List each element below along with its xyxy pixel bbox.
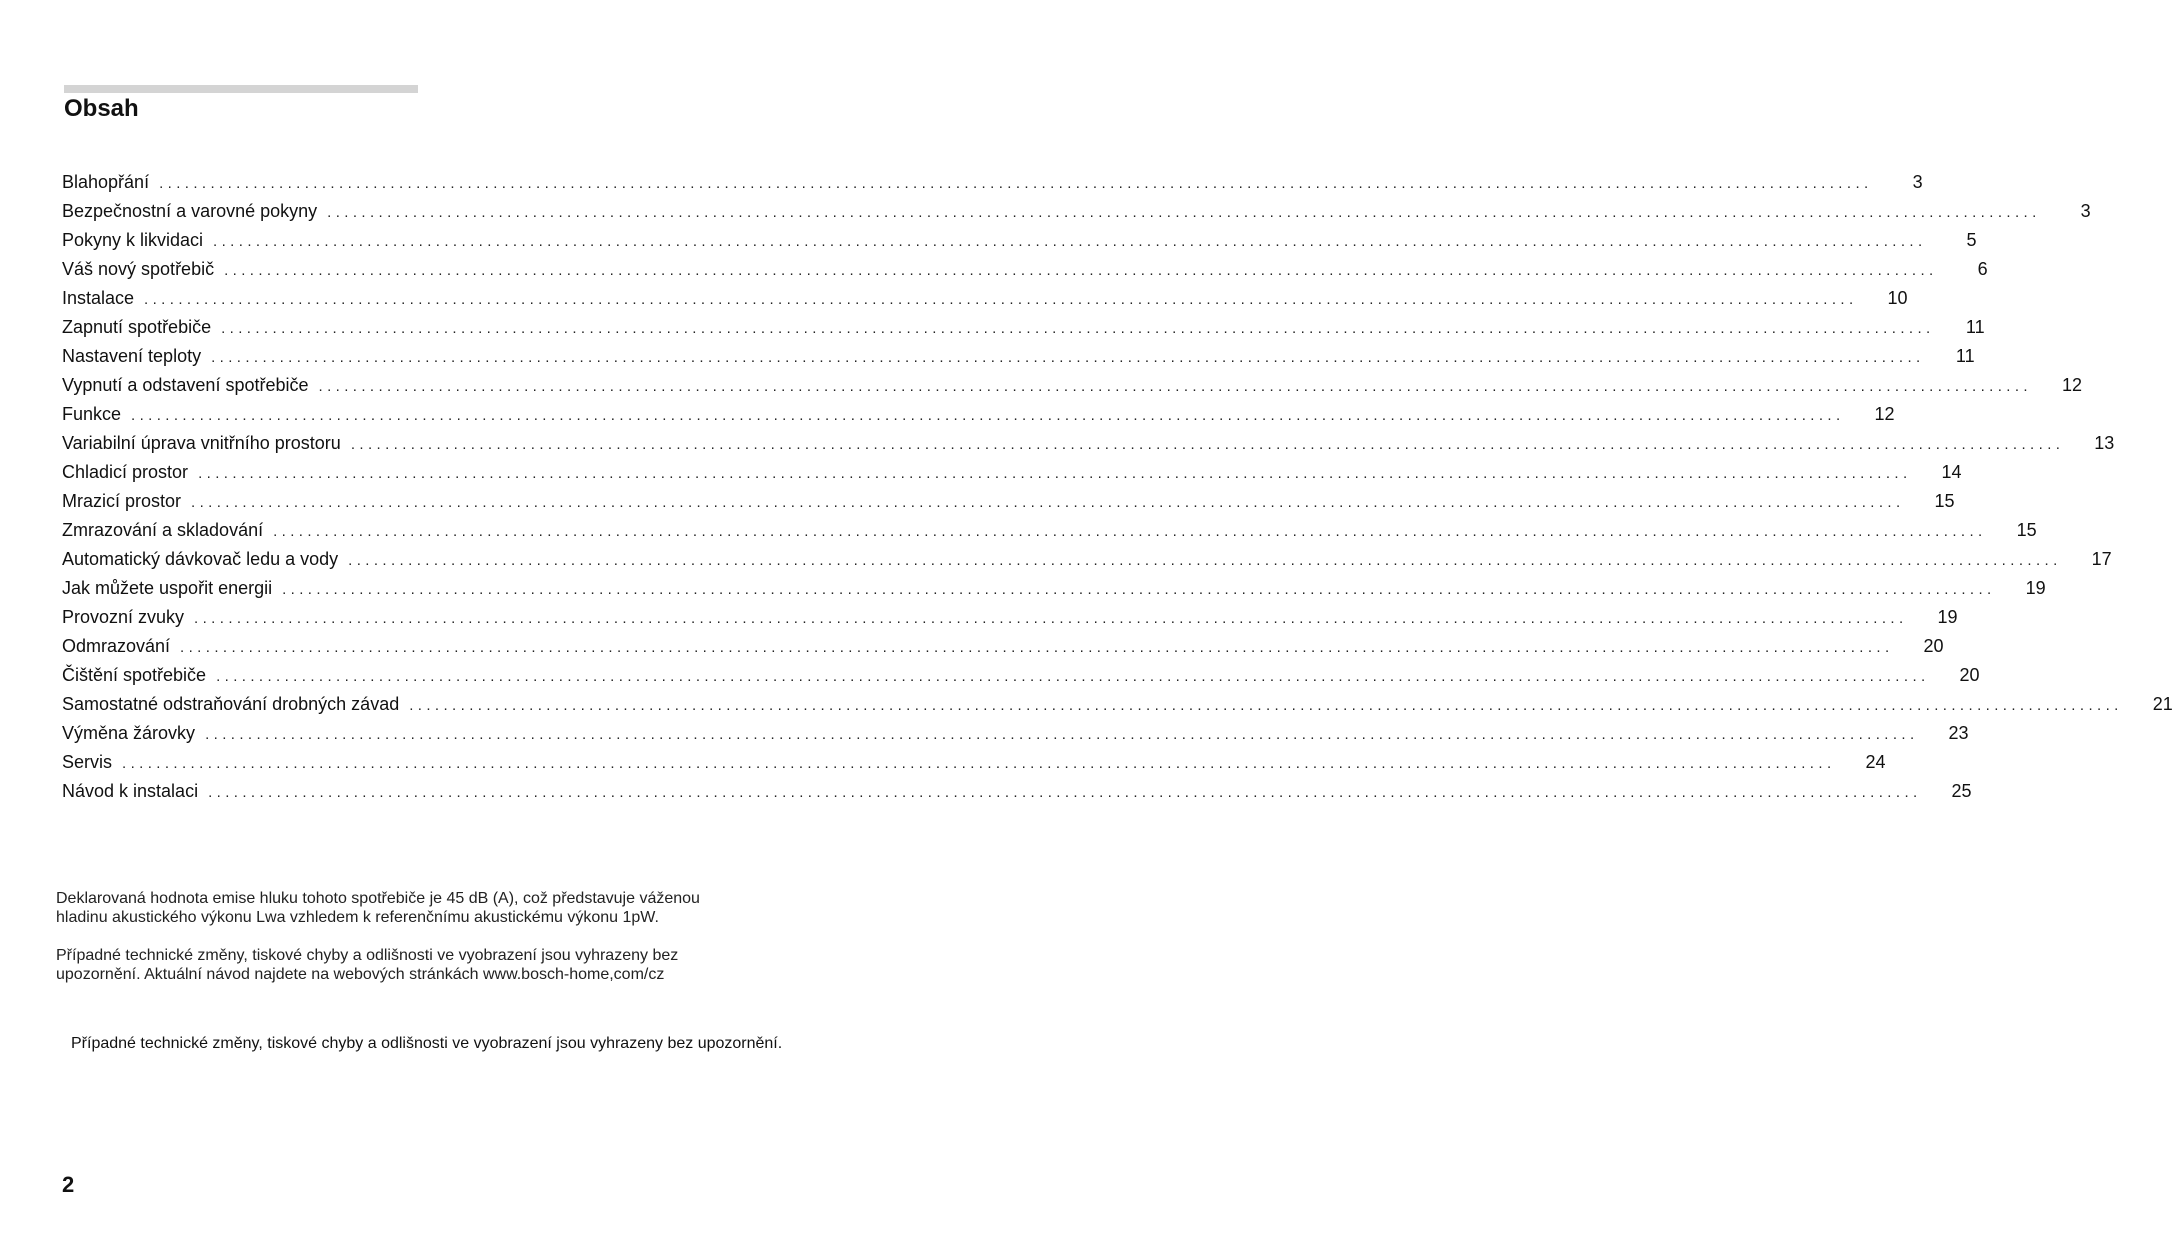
toc-entry[interactable]: [62, 661, 1980, 690]
toc-entry-page: 5: [1966, 230, 1977, 250]
toc-entry[interactable]: [62, 748, 1886, 777]
toc-entry-label: Chladicí prostor: [62, 462, 189, 482]
toc-entry-label: Zapnutí spotřebiče: [62, 317, 212, 337]
toc-entry-page: 19: [1937, 607, 1958, 627]
toc-entry-page: 11: [1955, 346, 1975, 366]
toc-leader-dots: ........................................................................................................................................................................................................: [348, 552, 2062, 569]
toc-leader-dots: ........................................................................................................................................................................................................: [122, 755, 1836, 772]
toc-entry-page: 15: [2016, 520, 2037, 540]
toc-entry-page: 14: [1941, 462, 1962, 482]
toc-entry-label: Samostatné odstraňování drobných závad: [62, 694, 400, 714]
toc-entry-label: Funkce: [62, 404, 122, 424]
toc-entry-page: 25: [1951, 781, 1972, 801]
toc-entry-label: Blahopřání: [62, 172, 150, 192]
changes-note-line-1: Případné technické změny, tiskové chyby a odlišnosti ve vyobrazení jsou vyhrazeny bez: [56, 947, 679, 964]
toc-entry[interactable]: [62, 487, 1955, 516]
toc-leader-dots: ........................................................................................................................................................................................................: [144, 291, 1858, 308]
table-of-contents: [62, 168, 2173, 806]
toc-entry[interactable]: [62, 255, 1988, 284]
disclaimer: Případné technické změny, tiskové chyby a odlišnosti ve vyobrazení jsou vyhrazeny bez upozornění.: [71, 1035, 783, 1052]
technical-changes-note: [56, 946, 776, 984]
toc-leader-dots: ........................................................................................................................................................................................................: [216, 668, 1930, 685]
toc-entry-page: 23: [1948, 723, 1969, 743]
toc-entry-label: Automatický dávkovač ledu a vody: [62, 549, 339, 569]
toc-entry-label: Nastavení teploty: [62, 346, 202, 366]
toc-entry-label: Výměna žárovky: [62, 723, 196, 743]
toc-entry[interactable]: [62, 719, 1969, 748]
toc-leader-dots: ........................................................................................................................................................................................................: [221, 320, 1935, 337]
toc-entry[interactable]: [62, 516, 2037, 545]
toc-leader-dots: ........................................................................................................................................................................................................: [180, 639, 1894, 656]
toc-entry[interactable]: [62, 168, 1923, 197]
toc-entry-page: 6: [1977, 259, 1988, 279]
toc-entry-page: 15: [1934, 491, 1955, 511]
toc-entry[interactable]: [62, 226, 1977, 255]
toc-entry[interactable]: [62, 777, 1972, 806]
toc-leader-dots: ........................................................................................................................................................................................................: [208, 784, 1922, 801]
toc-entry-label: Mrazicí prostor: [62, 491, 182, 511]
toc-entry-label: Bezpečnostní a varovné pokyny: [62, 201, 318, 221]
noise-emission-note: [56, 889, 776, 927]
toc-entry-label: Návod k instalaci: [62, 781, 199, 801]
page-number: 2: [62, 1172, 75, 1197]
toc-entry-label: Servis: [62, 752, 113, 772]
toc-entry-page: 12: [2061, 375, 2082, 395]
toc-leader-dots: ........................................................................................................................................................................................................: [224, 262, 1938, 279]
toc-entry-page: 3: [2080, 201, 2091, 221]
toc-leader-dots: ........................................................................................................................................................................................................: [327, 204, 2041, 221]
toc-leader-dots: ........................................................................................................................................................................................................: [205, 726, 1919, 743]
toc-leader-dots: ........................................................................................................................................................................................................: [194, 610, 1908, 627]
toc-entry[interactable]: [62, 400, 1895, 429]
toc-entry[interactable]: [62, 545, 2112, 574]
toc-entry-page: 20: [1923, 636, 1944, 656]
toc-entry-page: 10: [1887, 288, 1908, 308]
toc-entry-label: Váš nový spotřebič: [62, 259, 215, 279]
toc-entry-page: 11: [1965, 317, 1985, 337]
toc-leader-dots: ........................................................................................................................................................................................................: [213, 233, 1927, 250]
toc-leader-dots: ........................................................................................................................................................................................................: [409, 697, 2123, 714]
toc-entry-label: Instalace: [62, 288, 135, 308]
toc-leader-dots: ........................................................................................................................................................................................................: [131, 407, 1845, 424]
toc-entry[interactable]: [62, 574, 2046, 603]
toc-leader-dots: ........................................................................................................................................................................................................: [273, 523, 1987, 540]
toc-leader-dots: ........................................................................................................................................................................................................: [159, 175, 1873, 192]
toc-leader-dots: ........................................................................................................................................................................................................: [282, 581, 1996, 598]
noise-note-line-2: hladinu akustického výkonu Lwa vzhledem k referenčnímu akustickému výkonu 1pW.: [56, 909, 659, 926]
toc-entry[interactable]: [62, 632, 1944, 661]
toc-entry-label: Provozní zvuky: [62, 607, 185, 627]
toc-entry[interactable]: [62, 371, 2082, 400]
toc-entry-page: 24: [1865, 752, 1886, 772]
toc-leader-dots: ........................................................................................................................................................................................................: [211, 349, 1925, 366]
toc-entry-page: 17: [2091, 549, 2112, 569]
toc-leader-dots: ........................................................................................................................................................................................................: [198, 465, 1912, 482]
toc-entry-page: 13: [2094, 433, 2115, 453]
toc-entry[interactable]: [62, 690, 2173, 719]
toc-entry[interactable]: [62, 342, 1975, 371]
toc-entry-label: Zmrazování a skladování: [62, 520, 264, 540]
toc-entry-page: 12: [1874, 404, 1895, 424]
toc-entry-label: Jak můžete uspořit energii: [62, 578, 273, 598]
toc-entry[interactable]: [62, 313, 1985, 342]
changes-note-line-2: upozornění. Aktuální návod najdete na webových stránkách www.bosch-home,com/cz: [56, 966, 665, 983]
toc-entry-page: 19: [2025, 578, 2046, 598]
toc-entry-label: Odmrazování: [62, 636, 171, 656]
toc-entry-page: 21: [2152, 694, 2173, 714]
toc-entry[interactable]: [62, 603, 1958, 632]
toc-entry[interactable]: [62, 429, 2115, 458]
toc-leader-dots: ........................................................................................................................................................................................................: [350, 436, 2065, 453]
toc-entry[interactable]: [62, 284, 1908, 313]
title-rule: [64, 85, 418, 93]
toc-leader-dots: ........................................................................................................................................................................................................: [191, 494, 1905, 511]
toc-entry[interactable]: [62, 458, 1962, 487]
noise-note-line-1: Deklarovaná hodnota emise hluku tohoto spotřebiče je 45 dB (A), což představuje váženou: [56, 890, 700, 907]
toc-entry-label: Pokyny k likvidaci: [62, 230, 204, 250]
toc-entry-label: Vypnutí a odstavení spotřebiče: [62, 375, 309, 395]
toc-entry-label: Čištění spotřebiče: [62, 665, 207, 685]
toc-entry-page: 20: [1959, 665, 1980, 685]
page-title: Obsah: [64, 95, 139, 122]
toc-entry-label: Variabilní úprava vnitřního prostoru: [62, 433, 341, 453]
toc-leader-dots: ........................................................................................................................................................................................................: [318, 378, 2032, 395]
toc-entry[interactable]: [62, 197, 2091, 226]
toc-entry-page: 3: [1912, 172, 1923, 192]
